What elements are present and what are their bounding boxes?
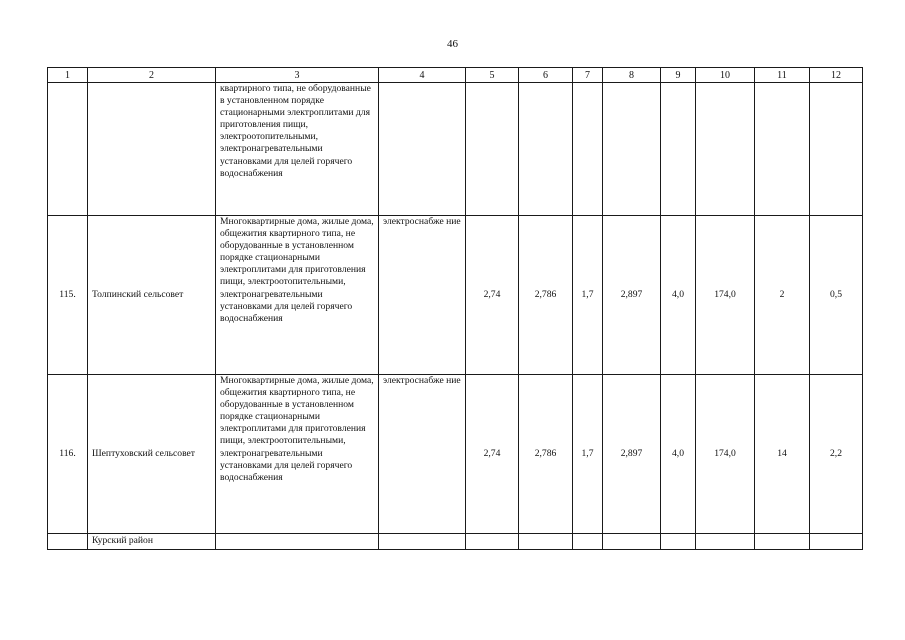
col-header-2: 2 [88, 68, 216, 83]
col-header-9: 9 [661, 68, 696, 83]
cell-col-11: 14 [755, 375, 810, 534]
row-number: 115. [48, 216, 88, 375]
cell-col-7: 1,7 [573, 216, 603, 375]
tariff-table [47, 67, 863, 550]
table-row-116 [48, 375, 863, 534]
col-header-10: 10 [696, 68, 755, 83]
cell-col-8 [603, 534, 661, 550]
cell-col-9 [661, 83, 696, 216]
cell-col-5: 2,74 [466, 375, 519, 534]
col-header-8: 8 [603, 68, 661, 83]
municipality-name: Толпинский сельсовет [88, 216, 216, 375]
cell-col-12: 0,5 [810, 216, 863, 375]
cell-col-10: 174,0 [696, 216, 755, 375]
cell-col-10: 174,0 [696, 375, 755, 534]
cell-col-12 [810, 534, 863, 550]
col-header-3: 3 [216, 68, 379, 83]
col-header-4: 4 [379, 68, 466, 83]
cell-col-7: 1,7 [573, 375, 603, 534]
cell-col-8 [603, 83, 661, 216]
service-type: электроснабже ние [379, 375, 466, 534]
consumer-category [216, 534, 379, 550]
service-type [379, 83, 466, 216]
col-header-7: 7 [573, 68, 603, 83]
column-number-header-row [48, 68, 863, 83]
cell-col-9: 4,0 [661, 375, 696, 534]
consumer-category: Многоквартирные дома, жилые дома, общежития квартирного типа, не оборудованные в установленном порядке стационарными электроплитами для приготовления пищи, электроотопительными, электронагревательными установками для целей горячего водоснабжения [216, 216, 379, 375]
col-header-1: 1 [48, 68, 88, 83]
cell-col-7 [573, 534, 603, 550]
table-row-region [48, 534, 863, 550]
page-number: 46 [447, 38, 458, 50]
service-type: электроснабже ние [379, 216, 466, 375]
col-header-5: 5 [466, 68, 519, 83]
table-row-115 [48, 216, 863, 375]
region-name: Курский район [88, 534, 216, 550]
consumer-category: квартирного типа, не оборудованные в установленном порядке стационарными электроплитами для приготовления пищи, электроотопительными, электронагревательными установками для целей горячего водоснабжения [216, 83, 379, 216]
cell-col-10 [696, 534, 755, 550]
cell-col-6 [519, 83, 573, 216]
col-header-12: 12 [810, 68, 863, 83]
cell-col-5: 2,74 [466, 216, 519, 375]
cell-col-8: 2,897 [603, 216, 661, 375]
cell-col-9: 4,0 [661, 216, 696, 375]
row-number: 116. [48, 375, 88, 534]
municipality-name: Шептуховский сельсовет [88, 375, 216, 534]
cell-col-5 [466, 83, 519, 216]
row-number [48, 534, 88, 550]
cell-col-11: 2 [755, 216, 810, 375]
col-header-6: 6 [519, 68, 573, 83]
cell-col-9 [661, 534, 696, 550]
cell-col-12 [810, 83, 863, 216]
row-number [48, 83, 88, 216]
cell-col-10 [696, 83, 755, 216]
cell-col-5 [466, 534, 519, 550]
consumer-category: Многоквартирные дома, жилые дома, общежития квартирного типа, не оборудованные в установленном порядке стационарными электроплитами для приготовления пищи, электроотопительными, электронагревательными установками для целей горячего водоснабжения [216, 375, 379, 534]
cell-col-6: 2,786 [519, 216, 573, 375]
cell-col-6: 2,786 [519, 375, 573, 534]
cell-col-7 [573, 83, 603, 216]
col-header-11: 11 [755, 68, 810, 83]
table-row-continuation [48, 83, 863, 216]
municipality-name [88, 83, 216, 216]
cell-col-6 [519, 534, 573, 550]
service-type [379, 534, 466, 550]
cell-col-11 [755, 534, 810, 550]
cell-col-8: 2,897 [603, 375, 661, 534]
cell-col-12: 2,2 [810, 375, 863, 534]
cell-col-11 [755, 83, 810, 216]
